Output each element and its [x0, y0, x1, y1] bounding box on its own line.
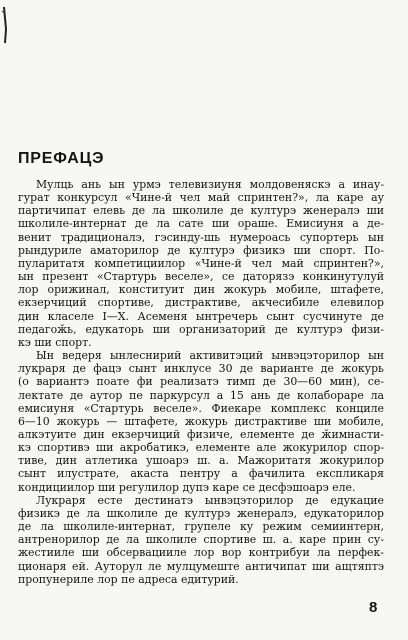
- text-line: кэ спортивэ ши акробатикэ, елементе але жокурилор спор-: [18, 441, 384, 455]
- text-line: лор орижинал, конституит дин жокурь мобиле, штафете,: [18, 283, 384, 297]
- text-line: ционаря ей. Ауторул ле мулцумеште античипат ши ащтяптэ: [18, 559, 384, 573]
- text-line: тиве, дин атлетика ушоарэ ш. а. Мажоритатя жокурилор: [18, 454, 384, 468]
- text-line: 6—10 жокурь — штафете, жокурь дистрактиве ши мобиле,: [18, 414, 384, 428]
- text-line: Ын ведеря ынлеснирий активитэций ынвэцэторилор ын: [36, 349, 384, 363]
- text-line: кондициилор ши регулилор дупэ каре се десфэшоарэ еле.: [18, 480, 356, 494]
- text-line: ын презент «Стартурь веселе», се даторязэ конкинутулуй: [18, 270, 384, 284]
- text-line: педагоӂь, едукаторь ши организаторий де културэ физи-: [18, 322, 384, 336]
- text-line: Мулць ань ын урмэ телевизиуня молдовеняскэ а инау-: [36, 178, 384, 191]
- text-line: партичипат елевь де ла школиле де културэ женералэ ши: [18, 204, 384, 218]
- text-line: рындуриле аматорилор де културэ физикэ ши спорт. По-: [18, 243, 384, 257]
- text-line: кэ ши спорт.: [18, 335, 92, 349]
- text-line: жестииле ши обсервацииле лор вор контрибуи ла перфек-: [18, 546, 384, 560]
- margin-mark: [1, 5, 13, 45]
- preface-body: [18, 178, 384, 586]
- text-line: екзерчиций спортиве, дистрактиве, акчесибиле елевилор: [18, 296, 384, 310]
- text-line: школиле-интернат де ла сате ши ораше. Емисиуня а де-: [18, 217, 384, 231]
- text-line: венит традиционалэ, гэсинду-шь нумероась супортерь ын: [18, 230, 384, 244]
- text-line: емисиуня «Стартурь веселе». Фиекаре комплекс конциле: [18, 401, 384, 415]
- text-line: лектате де аутор пе паркурсул а 15 ань де колабораре ла: [18, 388, 384, 402]
- text-line: пропунериле лор пе адреса едитурий.: [18, 572, 239, 586]
- text-line: гурат конкурсул «Чине-й чел май спринтен?», ла каре ау: [18, 191, 384, 205]
- text-line: пуларитатя компетициилор «Чине-й чел май спринтен?»,: [18, 256, 384, 270]
- preface-heading: ПРЕФАЦЭ: [18, 150, 105, 167]
- text-line: дин класеле I—X. Асеменя ынтречерь сынт сусчинуте де: [18, 309, 384, 323]
- text-line: антренорилор де ла школиле спортиве ш. а. каре прин су-: [18, 533, 384, 547]
- page-number: 8: [369, 599, 378, 616]
- text-line: сынт илустрате, акаста пентру а фачилита експликаря: [18, 467, 384, 481]
- text-line: физикэ де ла школиле де културэ женералэ, едукаторилор: [18, 506, 384, 520]
- text-line: лукраря де фацэ сынт инклусе 30 де варианте де жокурь: [18, 362, 384, 376]
- text-line: Лукраря есте дестинатэ ынвэцэторилор де едукацие: [36, 493, 384, 507]
- text-line: (о вариантэ поате фи реализатэ тимп де 30—60 мин), се-: [18, 375, 384, 389]
- text-line: де ла школиле-интернат, групеле ку режим семиинтерн,: [18, 520, 384, 534]
- text-line: алкэтуите дин екзерчиций физиче, елементе де ӂимнасти-: [18, 427, 384, 441]
